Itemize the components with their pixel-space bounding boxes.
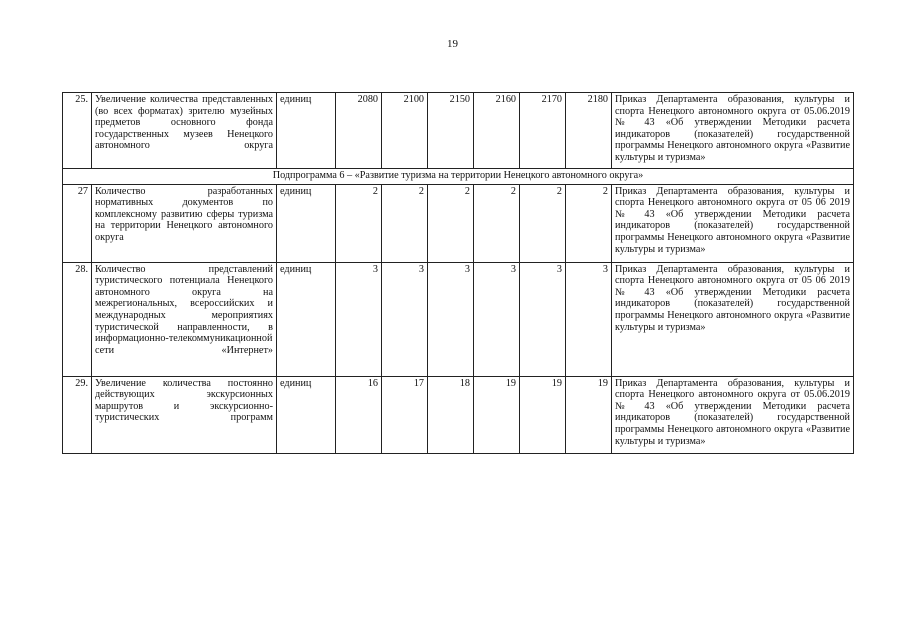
value-cell: 2100: [382, 93, 428, 169]
value-cell: 2170: [520, 93, 566, 169]
row-number: 29.: [63, 376, 92, 453]
subprogram-row: [63, 169, 854, 185]
value-cell: 16: [336, 376, 382, 453]
value-cell: 19: [520, 376, 566, 453]
page-number: 19: [447, 38, 458, 50]
value-cell: 19: [566, 376, 612, 453]
value-cell: 3: [566, 262, 612, 376]
table-row: [63, 93, 854, 169]
subprogram-title: Подпрограмма 6 – «Развитие туризма на территории Ненецкого автономного округа»: [63, 169, 854, 185]
unit-cell: единиц: [277, 93, 336, 169]
indicator-description: Количество разработанных нормативных документов по комплексному развитию сферы туризма на территории Ненецкого автономного округа: [92, 184, 277, 262]
value-cell: 2: [474, 184, 520, 262]
value-cell: 3: [382, 262, 428, 376]
value-cell: 3: [428, 262, 474, 376]
unit-cell: единиц: [277, 184, 336, 262]
indicator-description: Увеличение количества представленных (во всех форматах) зрителю музейных предметов основного фонда государственных музеев Ненецкого автономного округа: [92, 93, 277, 169]
source-document: Приказ Департамента образования, культуры и спорта Ненецкого автономного округа от 05 06 2019 № 43 «Об утверждении Методики расчета индикаторов (показателей) государственной программы Ненецкого автономного округа «Развитие культуры и туризма»: [612, 262, 854, 376]
value-cell: 17: [382, 376, 428, 453]
indicator-description: Количество представлений туристического потенциала Ненецкого автономного округа на межрегиональных, всероссийских и международных мероприятиях туристической направленности, в информационно-телекоммуникационной сети «Интернет»: [92, 262, 277, 376]
value-cell: 2080: [336, 93, 382, 169]
value-cell: 2: [382, 184, 428, 262]
value-cell: 2: [428, 184, 474, 262]
value-cell: 2: [520, 184, 566, 262]
value-cell: 2160: [474, 93, 520, 169]
indicator-description: Увеличение количества постоянно действующих экскурсионных маршрутов и экскурсионно-туристических программ: [92, 376, 277, 453]
source-document: Приказ Департамента образования, культуры и спорта Ненецкого автономного округа от 05.06.2019 № 43 «Об утверждении Методики расчета индикаторов (показателей) государственной программы Ненецкого автономного округа «Развитие культуры и туризма»: [612, 93, 854, 169]
unit-cell: единиц: [277, 262, 336, 376]
row-number: 27: [63, 184, 92, 262]
row-number: 28.: [63, 262, 92, 376]
source-document: Приказ Департамента образования, культуры и спорта Ненецкого автономного округа от 05.06.2019 № 43 «Об утверждении Методики расчета индикаторов (показателей) государственной программы Ненецкого автономного округа «Развитие культуры и туризма»: [612, 376, 854, 453]
value-cell: 2150: [428, 93, 474, 169]
value-cell: 19: [474, 376, 520, 453]
value-cell: 3: [520, 262, 566, 376]
table-row: [63, 184, 854, 262]
table-row: [63, 376, 854, 453]
row-number: 25.: [63, 93, 92, 169]
table-row: [63, 262, 854, 376]
source-document: Приказ Департамента образования, культуры и спорта Ненецкого автономного округа от 05 06 2019 № 43 «Об утверждении Методики расчета индикаторов (показателей) государственной программы Ненецкого автономного округа «Развитие культуры и туризма»: [612, 184, 854, 262]
unit-cell: единиц: [277, 376, 336, 453]
value-cell: 3: [474, 262, 520, 376]
value-cell: 3: [336, 262, 382, 376]
indicators-table: [62, 92, 854, 454]
value-cell: 2180: [566, 93, 612, 169]
value-cell: 18: [428, 376, 474, 453]
value-cell: 2: [336, 184, 382, 262]
value-cell: 2: [566, 184, 612, 262]
